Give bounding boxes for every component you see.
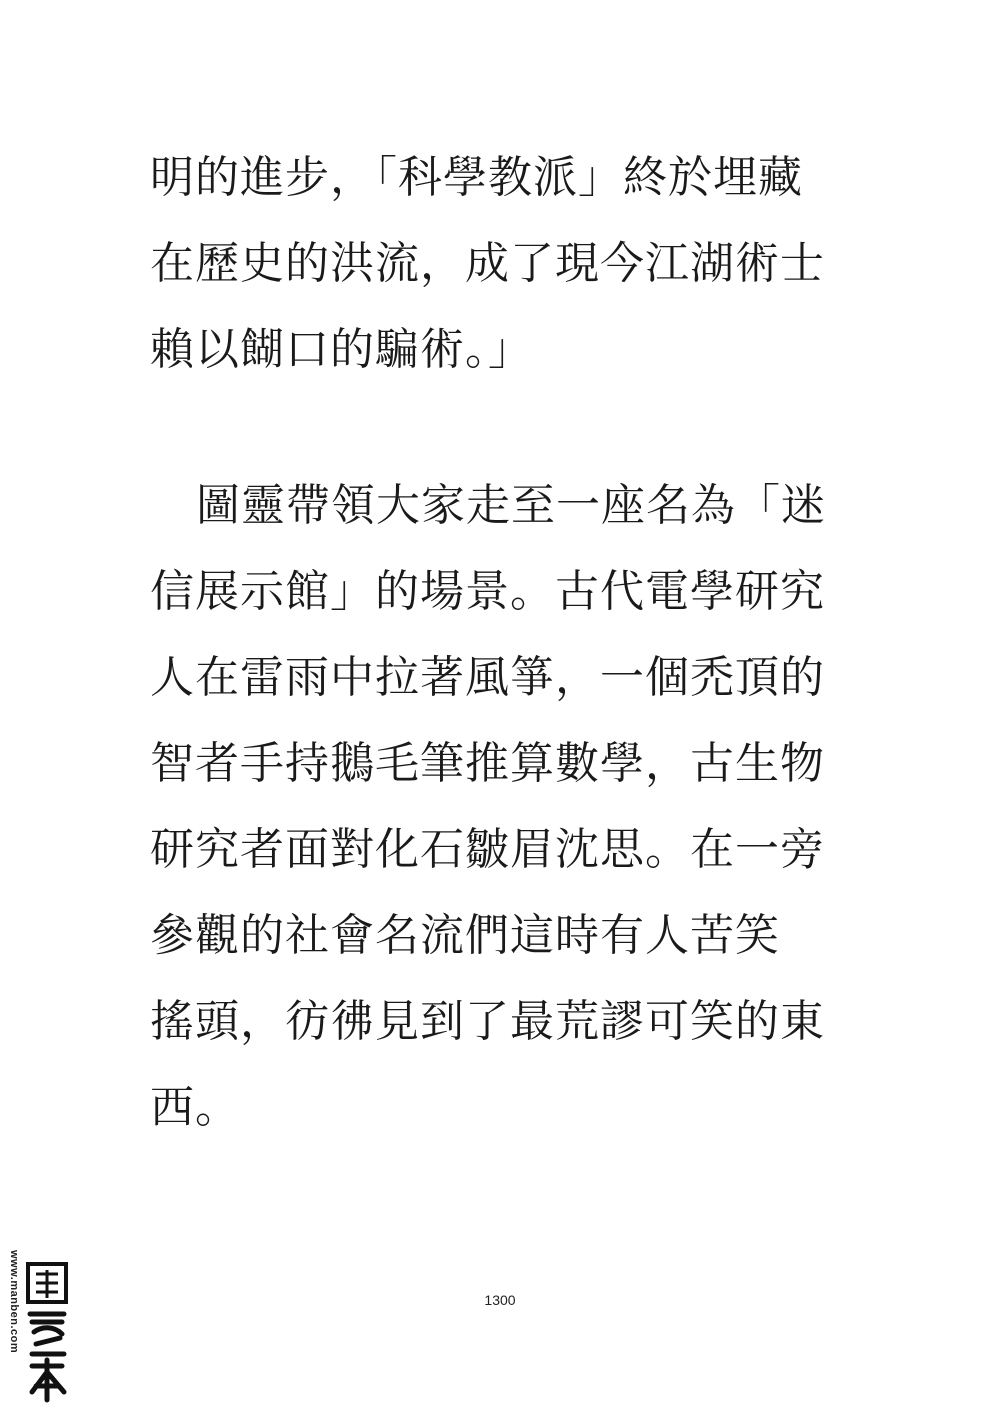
watermark-logo-icon (26, 1262, 68, 1404)
watermark (6, 1250, 68, 1410)
watermark-url: www.manben.com (8, 1250, 20, 1354)
text-line: 西。 (150, 1082, 240, 1133)
text-line: 搖頭，彷彿見到了最荒謬可笑的東 (150, 996, 825, 1047)
text-line: 圖靈帶領大家走至一座名為「迷 (196, 480, 826, 531)
text-line: 賴以餬口的騙術。」 (150, 324, 533, 375)
text-line: 智者手持鵝毛筆推算數學，古生物 (150, 738, 825, 789)
text-line: 研究者面對化石皺眉沈思。在一旁 (150, 824, 825, 875)
text-line: 信展示館」的場景。古代電學研究 (150, 566, 825, 617)
text-line: 參觀的社會名流們這時有人苦笑 (150, 910, 780, 961)
text-line: 人在雷雨中拉著風箏，一個禿頂的 (150, 652, 825, 703)
text-line: 明的進步，「科學教派」終於埋藏 (150, 152, 803, 203)
text-line: 在歷史的洪流，成了現今江湖術士 (150, 238, 825, 289)
page-number: 1300 (484, 1292, 516, 1308)
